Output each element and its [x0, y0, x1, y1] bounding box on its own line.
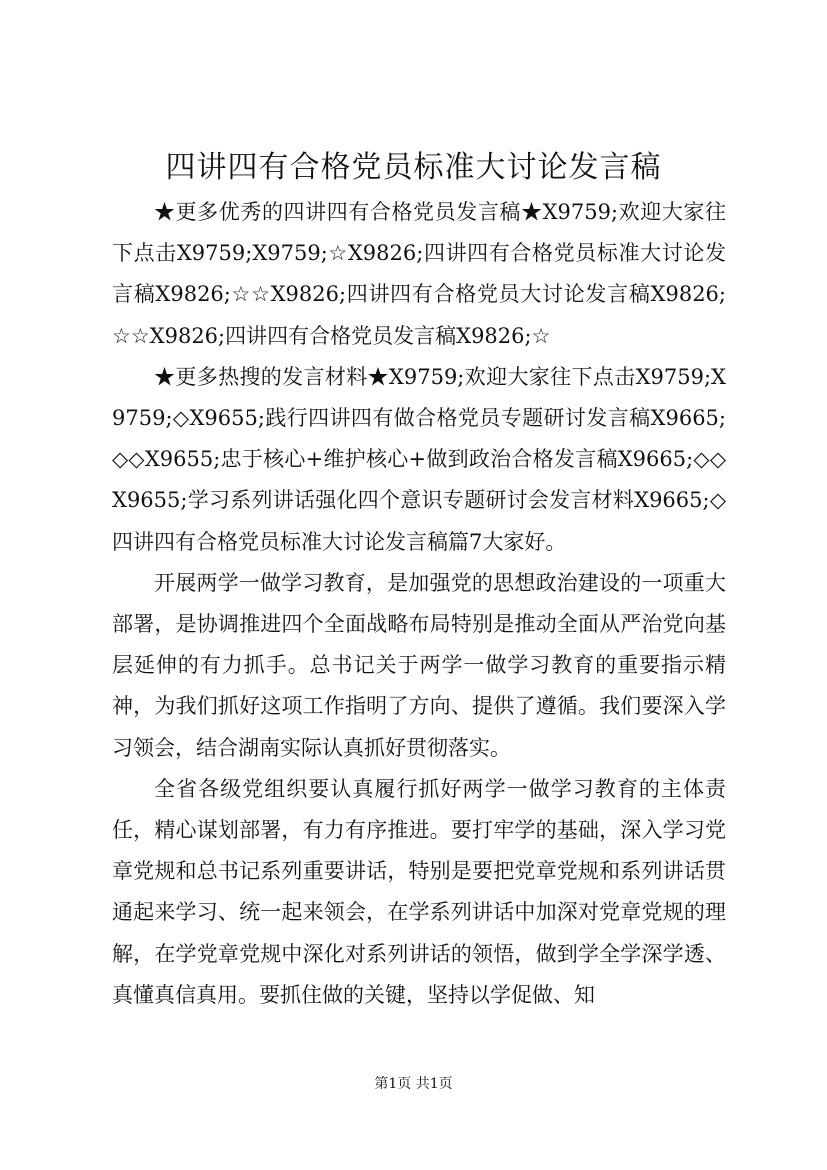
page-footer: 第1页 共1页 [374, 1076, 453, 1092]
paragraph: 全省各级党组织要认真履行抓好两学一做学习教育的主体责任，精心谋划部署，有力有序推进。要打牢学的基础，深入学习党章党规和总书记系列重要讲话，特别是要把党章党规和系列讲话贯通起来学习、统一起来领会，在学系列讲话中加深对党章党规的理解，在学党章党规中深化对系列讲话的领悟，做到学全学深学透、真懂真信真用。要抓住做的关键，坚持以学促做、知 [112, 776, 726, 1007]
paragraph: ★更多优秀的四讲四有合格党员发言稿★X9759;欢迎大家往下点击X9759;X9759;☆X9826;四讲四有合格党员标准大讨论发言稿X9826;☆☆X9826;四讲四有合格党员大讨论发言稿X9826;☆☆X9826;四讲四有合格党员发言稿X9826;☆ [112, 200, 726, 348]
paragraph: ★更多热搜的发言材料★X9759;欢迎大家往下点击X9759;X9759;◇X9655;践行四讲四有做合格党员专题研讨发言稿X9665;◇◇X9655;忠于核心+维护核心+做到政治合格发言稿X9665;◇◇X9655;学习系列讲话强化四个意识专题研讨会发言材料X9665;◇四讲四有合格党员标准大讨论发言稿篇7大家好。 [112, 364, 726, 554]
document-title: 四讲四有合格党员标准大讨论发言稿 [165, 150, 662, 185]
document-body [112, 192, 726, 1016]
paragraph: 开展两学一做学习教育，是加强党的思想政治建设的一项重大部署，是协调推进四个全面战略布局特别是推动全面从严治党向基层延伸的有力抓手。总书记关于两学一做学习教育的重要指示精神，为我们抓好这项工作指明了方向、提供了遵循。我们要深入学习领会，结合湖南实际认真抓好贯彻落实。 [112, 570, 726, 760]
